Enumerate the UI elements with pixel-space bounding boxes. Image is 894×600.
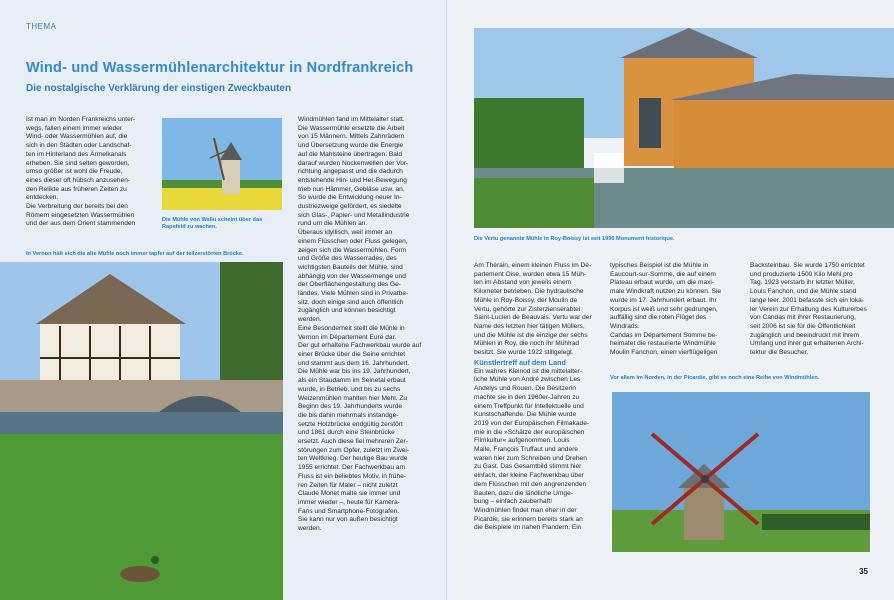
column-3-text (474, 262, 604, 533)
column-3-paragraph-1: Am Thérain, einem kleinen Fluss im Dé- partement Oise, wurden etwa 15 Müh- len im Abstand von jeweils einem Kilometer betrieben. Die hydraulische Mühle in Roy-Boissy, der Moulin de Vertu, gehörte zur Zisterzienserabtei Saint-Lucien de Beauvais. Vertu war der Name des letzten hier tätigen Müllers, und die Mühle ist die einzige der sechs Mühlen in Roy, die noch ihr Mühlrad besitzt. Sie wurde 1922 stillgelegt. (474, 262, 592, 357)
article-title: Wind- und Wassermühlenarchitektur in Nordfrankreich (26, 60, 414, 76)
picardie-windmill-photo (612, 392, 870, 552)
caption-vertu: Die Vertu genannte Mühle in Roy-Boissy ist seit 1990 Monument historique. (474, 236, 675, 242)
vernon-mill-photo (0, 262, 283, 600)
caption-vernon: In Vernon hält sich die alte Mühle noch immer tapfer auf der teilzerstörten Brücke. (26, 251, 244, 257)
column-3-paragraph-2: Ein wahres Kleinod ist die mittelalter- liche Mühle von André zwischen Les Andelys und Rouen. Die Besitzerin machte sie in den 1960er-Jahren zu einem Treffpunkt für Intellektuelle und Kunstschaffende. Die Mühle wurde 2019 von der Europäischen Filmakade- mie in die »Schätze der europäischen Filmkultur« aufgenommen. Louis Malle, François Truffaut und andere waren hier zum Schreiben und Drehen zu Gast. Das Gesamtbild stimmt hier einfach, der kleine Fachwerkbau über dem Flüsschen mit den angrenzenden Bauten, dazu die ländliche Umge- bung – einfach zauberhaft! Windmühlen findet man eher in der Picardie, sie erinnern bereits stark an die Beispiele im nahen Flandern. Ein (474, 367, 590, 532)
column-2-text: Windmühlen fand im Mittelalter statt. Die Wassermühle ersetzte die Arbeit von 15 Männern. Mittels Zahnrädern und Übersetzung wurde die Energie auf die Mahlsteine übertragen. Bald darauf wurden Nockenwellen der Vor- richtung angepasst und die dadurch entstehende Hin- und Her-Bewegung trieb nun Hämmer, Gebläse usw. an. So wurde die Entwicklung neuer In- dustriezweige gefördert, es siedelte sich Glas-, Papier- und Metallindustrie rund um die Mühlen an. Überaus idyllisch, weil immer an einem Flüsschen oder Fluss gelegen, zeigen sich die Wassermühlen. Form und Größe des Wasserrades, des wichtigsten Bauteils der Mühle, sind abhängig von der Wassermenge und der Oberflächengestaltung des Ge- ländes. Viele Mühlen sind in Privatbe- sitz, doch einige sind auch öffentlich zugänglich und können besichtigt werden. Eine Besonderheit stellt die Mühle in Vernon im Département Eure dar. Der gut erhaltene Fachwerkbau wurde auf einer Brücke über die Seine errichtet und stammt aus dem 16. Jahrhundert. Die Mühle war bis ins 19. Jahrhundert, als ein Staudamm im Seinetal erbaut wurde, in Betrieb, und bis zu sechs Weizenmühlen mahlten hier Mehl. Zu Beginn des 19. Jahrhunderts wurde die bis dahin mehrmals instandge- setzte Holzbrücke endgültig zerstört und 1861 durch eine Steinbrücke ersetzt. Auch diese fiel mehreren Zer- störungen zum Opfer, zuletzt im Zwei- ten Weltkrieg. Der heutige Bau wurde 1955 errichtet. Der Fachwerkbau am Fluss ist ein beliebtes Motiv, in frühe- ren Zeiten für Maler – nicht zuletzt Claude Monet malte sie immer und immer wieder –, heute für Kamera- Fans und Smartphone-Fotografen. Sie kann nur von außen besichtigt werden. (298, 116, 422, 533)
section-kicker: THEMA (26, 22, 57, 31)
left-page (0, 0, 446, 600)
right-page (448, 0, 894, 600)
article-subtitle: Die nostalgische Verklärung der einstigen Zweckbauten (26, 83, 292, 94)
column-3-heading: Künstlertreff auf dem Land (474, 357, 566, 367)
wallu-windmill-photo (162, 118, 282, 210)
intro-paragraph: Ist man im Norden Frankreichs unter- wegs, fallen einem immer wieder Wind- oder Wassermühlen auf, die sich in den Städten oder Landschaf- ten im Hinterland des Ärmelkanals erheben. Sie sind selten geworden, umso größer ist wohl die Freude, eines dieser oft hübsch anzusehen- den Relikte aus früheren Zeiten zu entdecken. Die Verbreitung der bereits bei den Römern eingesetzten Wassermühlen und der aus dem Orient stammenden (26, 116, 136, 228)
page-number: 35 (859, 567, 868, 576)
vertu-watermill-photo (474, 28, 894, 228)
caption-wallu: Die Mühle von Wallu scheint über das Rapsfeld zu wachen. (162, 217, 263, 231)
caption-norden: Vor allem im Norden, in der Picardie, gibt es noch eine Reihe von Windmühlen. (610, 375, 820, 381)
column-4-text: typisches Beispiel ist die Mühle in Eaucourt-sur-Somme, die auf einem Plateau erbaut wurde, um die maxi- male Windkraft nutzen zu können. Sie wurde im 17. Jahrhundert erbaut. Ihr Korpus ist weiß und sehr gedrungen, auffällig sind die roten Flügel des Windrads. Candas im Département Somme be- heimatet die restaurierte Windmühle Moulin Fanchon, einen vierflügeligen (610, 262, 722, 357)
column-5-text: Backsteinbau. Sie wurde 1750 errichtet und produzierte 1500 Kilo Mehl pro Tag. 1923 verstarb ihr letzter Müller, Louis Fanchon, und die Mühle stand lange leer. 2001 befasste sich ein loka- ler Verein zur Erhaltung des Kulturerbes von Candas mit ihrer Restaurierung, seit 2006 ist sie für die Öffentlichkeit zugänglich und beeindruckt mit ihrem Umfang und ihrer gut erhaltenen Archi- tektur die Besucher. (750, 262, 867, 357)
